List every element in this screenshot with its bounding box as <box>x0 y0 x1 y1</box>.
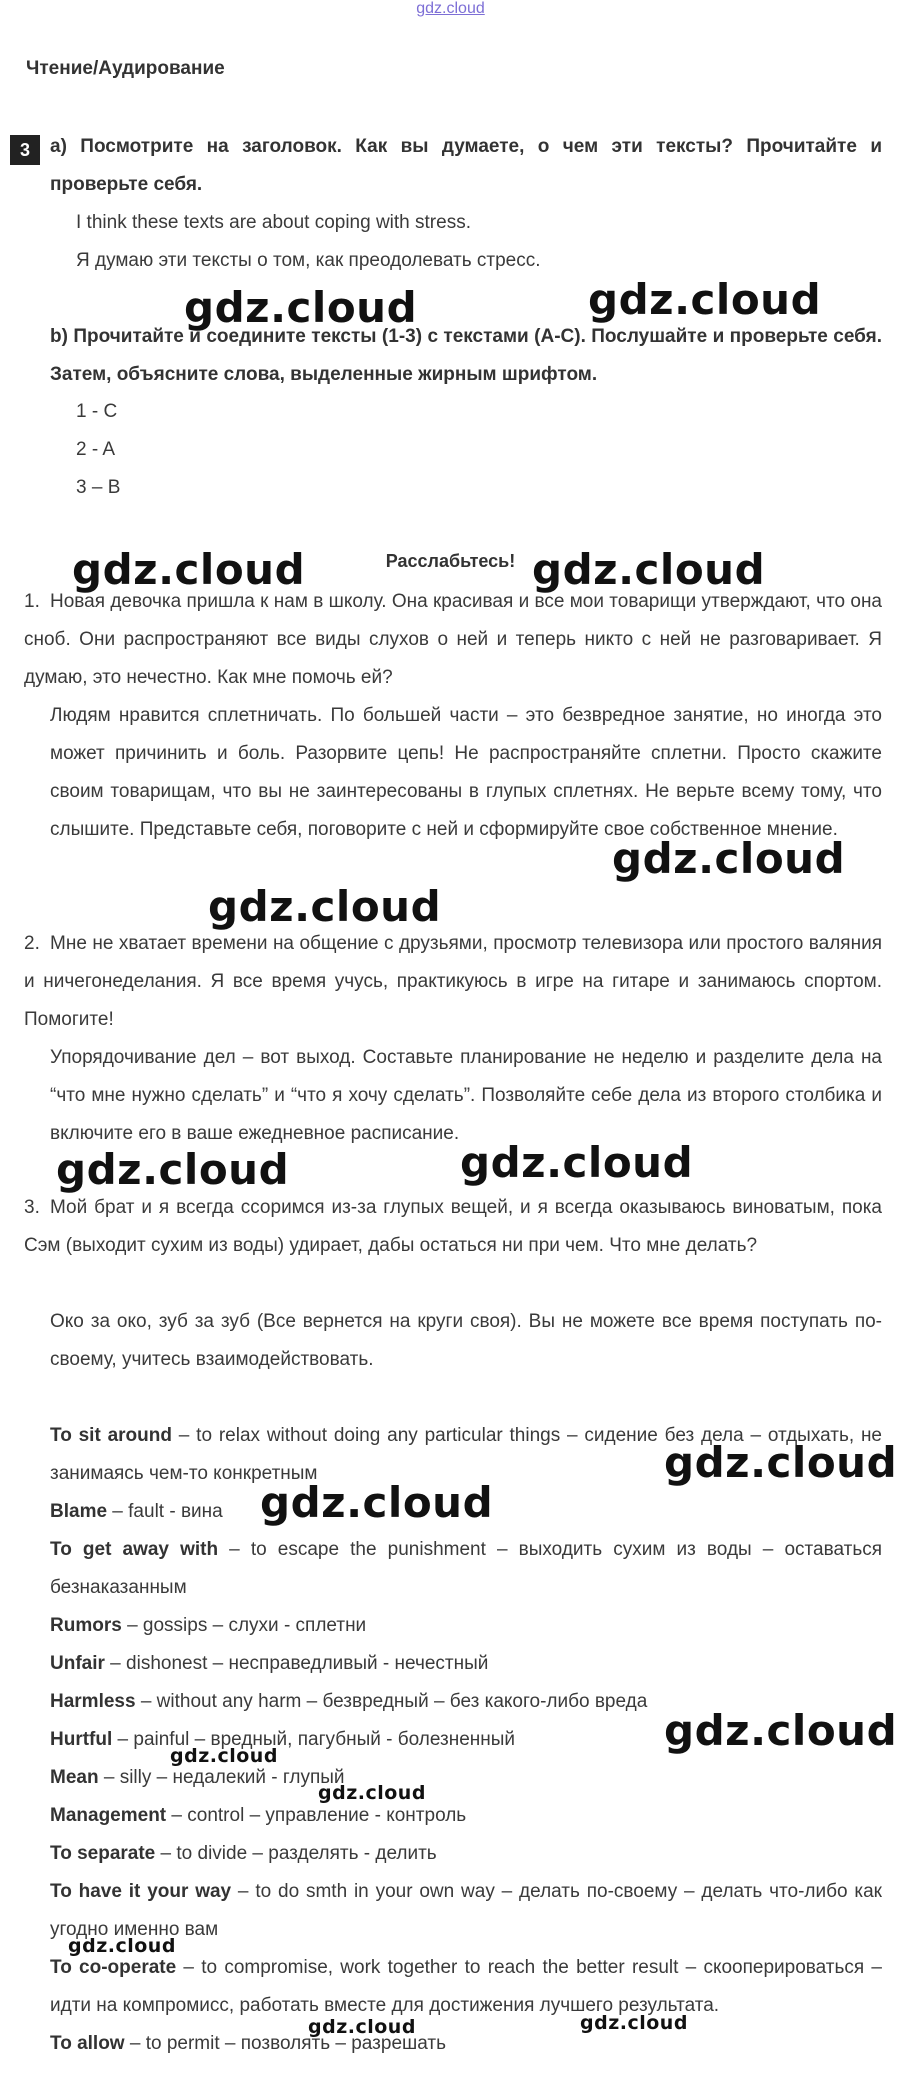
vocab-item <box>50 1797 882 1835</box>
watermark: gdz.cloud <box>588 275 822 324</box>
watermark: gdz.cloud <box>170 1745 278 1767</box>
vocab-definition: – painful – вредный, пагубный - болезненный <box>112 1729 516 1750</box>
watermark: gdz.cloud <box>460 1138 694 1187</box>
vocab-term: To separate <box>50 1843 156 1864</box>
item-question-text: Мой брат и я всегда ссоримся из-за глупых вещей, и я всегда оказываюсь виноватым, пока Сэм (выходит сухим из воды) удирает, дабы остаться ни при чем. Что мне делать? <box>24 1197 882 1256</box>
article-item-2-answer: Упорядочивание дел – вот выход. Составьте планирование не неделю и разделите дела на “что мне нужно сделать” и “что я хочу сделать”. Позволяйте себе дела из второго столбика и включите его в ваше ежедневное расписание. <box>50 1047 882 1144</box>
section-title: Чтение/Аудирование <box>26 58 225 79</box>
item-number: 1. <box>24 591 40 612</box>
article-item-1-question <box>24 583 882 697</box>
vocab-definition: – to escape the punishment – выходить сухим из воды – оставаться безнаказанным <box>50 1539 883 1598</box>
vocab-term: To allow <box>50 2033 125 2054</box>
vocab-definition: – to permit – позволять – разрешать <box>124 2033 446 2054</box>
item-question-text: Мне не хватает времени на общение с друзьями, просмотр телевизора или простого валяния и ничегонеделания. Я все время учусь, практикуюсь в игре на гитаре и занимаюсь спортом. Помогите! <box>24 933 882 1030</box>
watermark: gdz.cloud <box>612 834 846 883</box>
vocab-term: Unfair <box>50 1653 105 1674</box>
site-header-link[interactable]: gdz.cloud <box>416 0 485 17</box>
task-number-badge: 3 <box>10 135 40 165</box>
item-number: 3. <box>24 1197 40 1218</box>
vocab-term: To have it your way <box>50 1881 232 1902</box>
vocab-definition: – control – управление - контроль <box>166 1805 467 1826</box>
watermark: gdz.cloud <box>68 1935 176 1957</box>
vocab-item <box>50 1949 882 2025</box>
vocab-definition: – to relax without doing any particular things – сидение без дела – отдыхать, не занимаясь чем-то конкретным <box>50 1425 883 1484</box>
watermark: gdz.cloud <box>184 283 418 332</box>
vocab-definition: – silly – недалекий - глупый <box>98 1767 345 1788</box>
watermark: gdz.cloud <box>664 1438 898 1487</box>
watermark: gdz.cloud <box>318 1782 426 1804</box>
article-item-2-question <box>24 925 882 1039</box>
vocab-definition: – to do smth in your own way – делать по-своему – делать что-либо как угодно именно вам <box>50 1881 882 1940</box>
article-item-1-answer: Людям нравится сплетничать. По большей части – это безвредное занятие, но иногда это может причинить и боль. Разорвите цепь! Не распространяйте сплетни. Просто скажите своим товарищам, что вы не заинтересованы в глупых сплетнях. Не верьте всему тому, что слышите. Представьте себя, поговорите с ней и сформируйте свое собственное мнение. <box>50 705 882 840</box>
vocab-term: Blame <box>50 1501 108 1522</box>
vocab-term: Rumors <box>50 1615 122 1636</box>
watermark: gdz.cloud <box>580 2012 688 2034</box>
vocab-definition: – fault - вина <box>107 1501 223 1522</box>
vocab-definition: – without any harm – безвредный – без какого-либо вреда <box>135 1691 648 1712</box>
task-b-question: b) Прочитайте и соедините тексты (1-3) с текстами (A-C). Послушайте и проверьте себя. Затем, объясните слова, выделенные жирным шрифтом. <box>50 326 882 385</box>
item-question-text: Новая девочка пришла к нам в школу. Она красивая и все мои товарищи утверждают, что она сноб. Они распространяют все виды слухов о ней и теперь никто с ней не разговаривает. Я думаю, это нечестно. Как мне помочь ей? <box>24 591 882 688</box>
vocab-term: Harmless <box>50 1691 136 1712</box>
vocab-definition: – dishonest – несправедливый - нечестный <box>104 1653 489 1674</box>
article-item-3-answer: Око за око, зуб за зуб (Все вернется на круги своя). Вы не можете все время поступать по-своему, учитесь взаимодействовать. <box>50 1311 882 1370</box>
watermark: gdz.cloud <box>72 545 306 594</box>
vocab-item <box>50 1835 882 1873</box>
vocab-item <box>50 1531 882 1607</box>
article-title: Расслабьтесь! <box>385 551 516 571</box>
article-item-3-question <box>24 1189 882 1265</box>
task-a-answer-en: I think these texts are about coping with stress. <box>76 212 471 233</box>
watermark: gdz.cloud <box>260 1478 494 1527</box>
vocab-term: Hurtful <box>50 1729 113 1750</box>
vocab-term: To get away with <box>50 1539 219 1560</box>
vocab-item <box>50 1607 882 1645</box>
vocab-item <box>50 1645 882 1683</box>
vocab-item <box>50 2025 882 2063</box>
vocab-definition: – gossips – слухи - сплетни <box>121 1615 367 1636</box>
watermark: gdz.cloud <box>532 545 766 594</box>
watermark: gdz.cloud <box>664 1706 898 1755</box>
vocab-term: To co-operate <box>50 1957 177 1978</box>
task-a-answer-ru: Я думаю эти тексты о том, как преодолевать стресс. <box>76 250 541 271</box>
vocab-definition: – to compromise, work together to reach the better result – скооперироваться – идти на компромисс, работать вместе для достижения лучшего результата. <box>50 1957 883 2016</box>
task-b-match: 1 - C <box>76 401 118 422</box>
vocab-term: Management <box>50 1805 167 1826</box>
vocab-definition: – to divide – разделять - делить <box>155 1843 437 1864</box>
watermark: gdz.cloud <box>208 882 442 931</box>
item-number: 2. <box>24 933 40 954</box>
vocab-term: Mean <box>50 1767 99 1788</box>
task-b-match: 3 – B <box>76 477 121 498</box>
task-a-question: a) Посмотрите на заголовок. Как вы думаете, о чем эти тексты? Прочитайте и проверьте себя. <box>50 136 882 195</box>
vocab-term: To sit around <box>50 1425 172 1446</box>
watermark: gdz.cloud <box>56 1145 290 1194</box>
watermark: gdz.cloud <box>308 2016 416 2038</box>
task-b-match: 2 - A <box>76 439 116 460</box>
